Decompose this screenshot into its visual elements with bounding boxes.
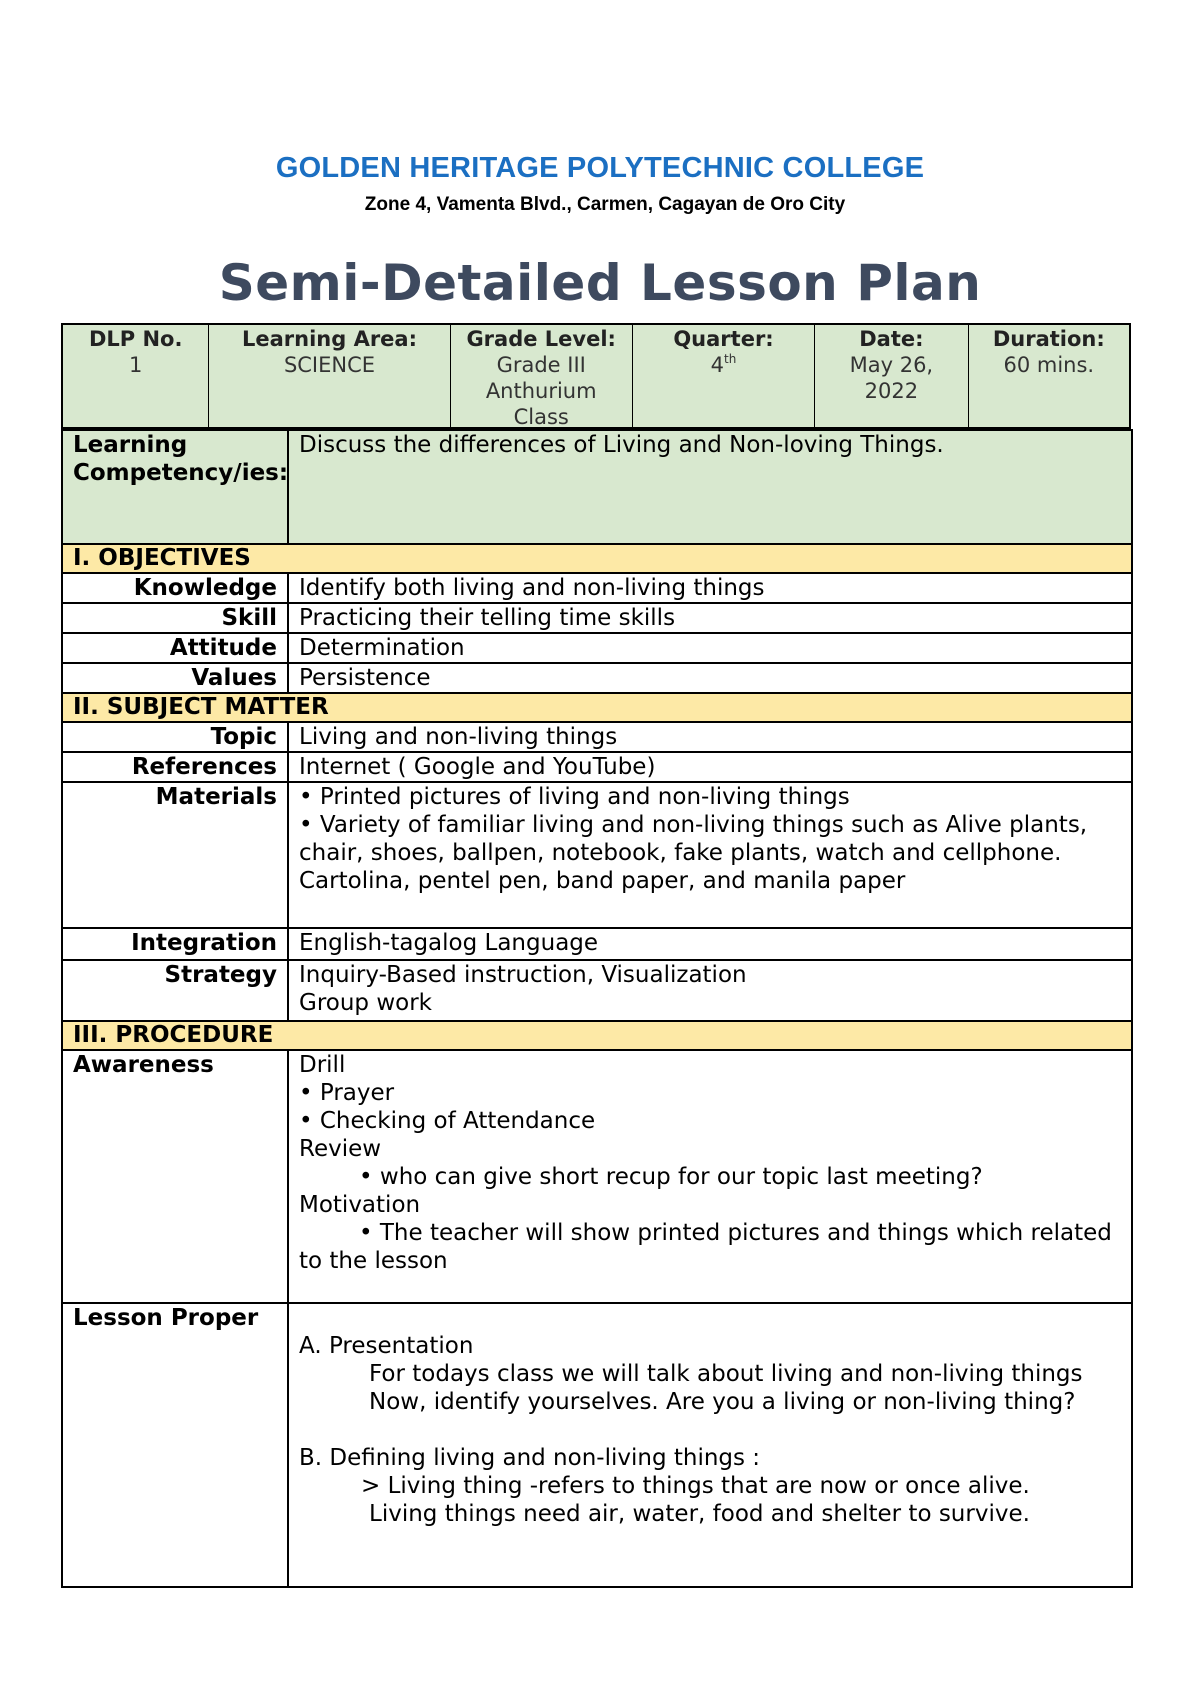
lesson-proper-content xyxy=(288,1303,1132,1587)
strategy-item: Inquiry-Based instruction, Visualization xyxy=(299,962,747,988)
duration-label: Duration: xyxy=(992,327,1105,351)
competency-row xyxy=(62,430,1132,544)
objectives-section-row xyxy=(62,544,1132,573)
subject-matter-heading: II. SUBJECT MATTER xyxy=(62,693,1132,722)
presentation-line: For todays class we will talk about living and non-living things xyxy=(369,1361,1083,1387)
objective-row xyxy=(62,633,1132,663)
objective-value: Determination xyxy=(288,633,1132,663)
quarter-value: 4 xyxy=(710,353,725,377)
strategy-row xyxy=(62,960,1132,1021)
spacer xyxy=(299,1416,1121,1444)
materials-item: Cartolina, pentel pen, band paper, and manila paper xyxy=(299,868,906,894)
references-value: Internet ( Google and YouTube) xyxy=(288,752,1132,782)
quarter-label: Quarter: xyxy=(673,327,774,351)
objectives-heading: I. OBJECTIVES xyxy=(62,544,1132,573)
integration-label: Integration xyxy=(62,928,288,960)
objective-label: Skill xyxy=(62,603,288,633)
materials-item: • Variety of familiar living and non-living things such as Alive plants, chair, shoes, ballpen, notebook, fake plants, watch and cellphone. xyxy=(299,812,1088,866)
objective-label: Knowledge xyxy=(62,573,288,603)
review-label: Review xyxy=(299,1136,382,1162)
materials-label: Materials xyxy=(62,782,288,928)
objective-value: Persistence xyxy=(288,663,1132,693)
subject-matter-section-row xyxy=(62,693,1132,722)
objective-row xyxy=(62,573,1132,603)
competency-value: Discuss the differences of Living and Non-loving Things. xyxy=(288,430,1132,544)
definition-line: Living things need air, water, food and shelter to survive. xyxy=(369,1501,1030,1527)
procedure-heading: III. PROCEDURE xyxy=(62,1021,1132,1050)
integration-row xyxy=(62,928,1132,960)
motivation-label: Motivation xyxy=(299,1192,421,1218)
date-label: Date: xyxy=(859,327,924,351)
competency-label: Learning Competency/ies: xyxy=(62,430,288,544)
review-item: • who can give short recup for our topic last meeting? xyxy=(359,1164,983,1190)
awareness-content xyxy=(288,1050,1132,1303)
definition-line: > Living thing -refers to things that are now or once alive. xyxy=(361,1473,1030,1499)
grade-level-label: Grade Level: xyxy=(466,327,616,351)
procedure-section-row xyxy=(62,1021,1132,1050)
materials-list xyxy=(288,782,1132,928)
strategy-list xyxy=(288,960,1132,1021)
objective-row xyxy=(62,663,1132,693)
dlp-cell xyxy=(63,325,209,427)
awareness-row xyxy=(62,1050,1132,1303)
prayer-item: • Prayer xyxy=(299,1080,395,1106)
motivation-item: • The teacher will show printed pictures and things which related to the lesson xyxy=(299,1220,1112,1274)
objective-value: Practicing their telling time skills xyxy=(288,603,1132,633)
presentation-title: A. Presentation xyxy=(299,1333,474,1359)
lesson-proper-label: Lesson Proper xyxy=(62,1303,288,1587)
strategy-label: Strategy xyxy=(62,960,288,1021)
objective-label: Attitude xyxy=(62,633,288,663)
learning-area-label: Learning Area: xyxy=(241,327,417,351)
date-cell xyxy=(815,325,968,427)
topic-value: Living and non-living things xyxy=(288,722,1132,752)
dlp-value: 1 xyxy=(129,353,143,377)
objective-label: Values xyxy=(62,663,288,693)
learning-area-cell xyxy=(209,325,450,427)
objective-row xyxy=(62,603,1132,633)
drill-label: Drill xyxy=(299,1052,346,1078)
references-row xyxy=(62,752,1132,782)
learning-area-value: SCIENCE xyxy=(283,353,376,377)
school-address: Zone 4, Vamenta Blvd., Carmen, Cagayan de Oro City xyxy=(364,194,846,215)
lesson-proper-row xyxy=(62,1303,1132,1587)
duration-value: 60 mins. xyxy=(1003,353,1095,377)
definition-title: B. Defining living and non-living things : xyxy=(299,1445,761,1471)
duration-cell xyxy=(969,325,1129,427)
awareness-label: Awareness xyxy=(62,1050,288,1303)
document-title: Semi-Detailed Lesson Plan xyxy=(218,254,982,312)
quarter-cell xyxy=(633,325,815,427)
grade-level-value: Grade III Anthurium Class xyxy=(485,353,597,429)
attendance-item: • Checking of Attendance xyxy=(299,1108,596,1134)
grade-level-cell xyxy=(451,325,633,427)
integration-value: English-tagalog Language xyxy=(288,928,1132,960)
presentation-line: Now, identify yourselves. Are you a living or non-living thing? xyxy=(369,1389,1076,1415)
topic-label: Topic xyxy=(62,722,288,752)
school-name: GOLDEN HERITAGE POLYTECHNIC COLLEGE xyxy=(275,152,925,184)
date-value: May 26, 2022 xyxy=(849,353,934,403)
lesson-plan-table xyxy=(61,429,1133,1588)
objective-value: Identify both living and non-living things xyxy=(288,573,1132,603)
dlp-label: DLP No. xyxy=(88,327,183,351)
materials-item: • Printed pictures of living and non-living things xyxy=(299,784,850,810)
quarter-suffix: th xyxy=(724,352,737,366)
topic-row xyxy=(62,722,1132,752)
materials-row xyxy=(62,782,1132,928)
references-label: References xyxy=(62,752,288,782)
lesson-info-header xyxy=(61,323,1131,429)
strategy-item: Group work xyxy=(299,990,432,1016)
